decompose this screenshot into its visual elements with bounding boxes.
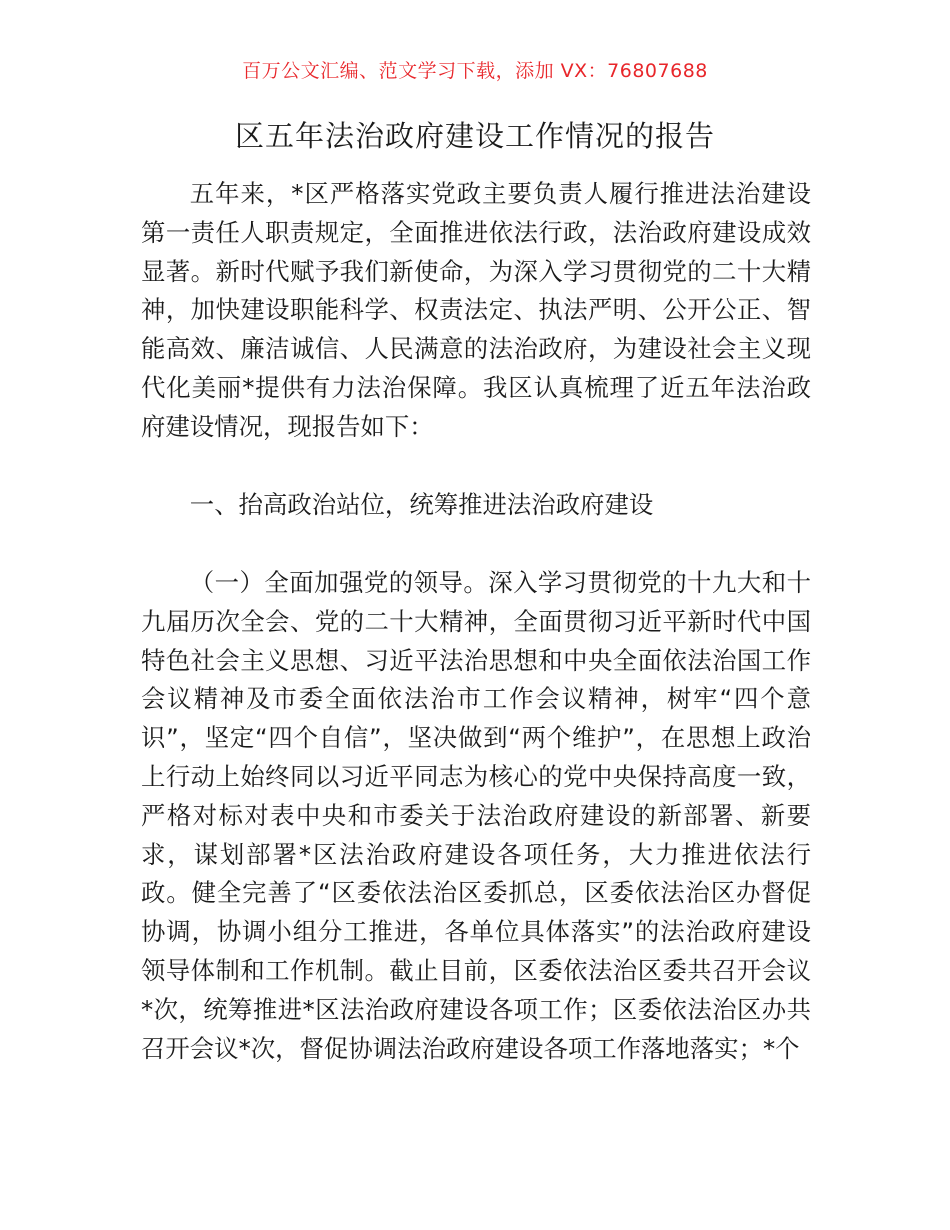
document-title: 区五年法治政府建设工作情况的报告 bbox=[234, 119, 715, 153]
watermark-header: 百万公文汇编、范文学习下载，添加 VX：76807688 bbox=[242, 60, 708, 82]
section-heading-1: 一、抬高政治站位，统筹推进法治政府建设 bbox=[189, 490, 654, 519]
paragraph-party-leadership: （一）全面加强党的领导。深入学习贯彻党的十九大和十九届历次全会、党的二十大精神，全面贯彻习近平新时代中国特色社会主义思想、习近平法治思想和中央全面依法治国工作会议精神及市委全面依法治市工作会议精神，树牢“四个意识”，坚定“四个自信”，坚决做到“两个维护”，在思想上政治上行动上始终同以习近平同志为核心的党中央保持高度一致，严格对标对表中央和市委关于法治政府建设的新部署、新要求，谋划部署*区法治政府建设各项任务，大力推进依法行政。健全完善了“区委依法治区委抓总，区委依法治区办督促协调，协调小组分工推进，各单位具体落实”的法治政府建设领导体制和工作机制。截止目前，区委依法治区委共召开会议*次，统筹推进*区法治政府建设各项工作；区委依法治区办共召开会议*次，督促协调法治政府建设各项工作落地落实；*个 bbox=[141, 568, 811, 1063]
paragraph-intro: 五年来，*区严格落实党政主要负责人履行推进法治建设第一责任人职责规定，全面推进依法行政，法治政府建设成效显著。新时代赋予我们新使命，为深入学习贯彻党的二十大精神，加快建设职能科学、权责法定、执法严明、公开公正、智能高效、廉洁诚信、人民满意的法治政府，为建设社会主义现代化美丽*提供有力法治保障。我区认真梳理了近五年法治政府建设情况，现报告如下： bbox=[141, 179, 811, 441]
